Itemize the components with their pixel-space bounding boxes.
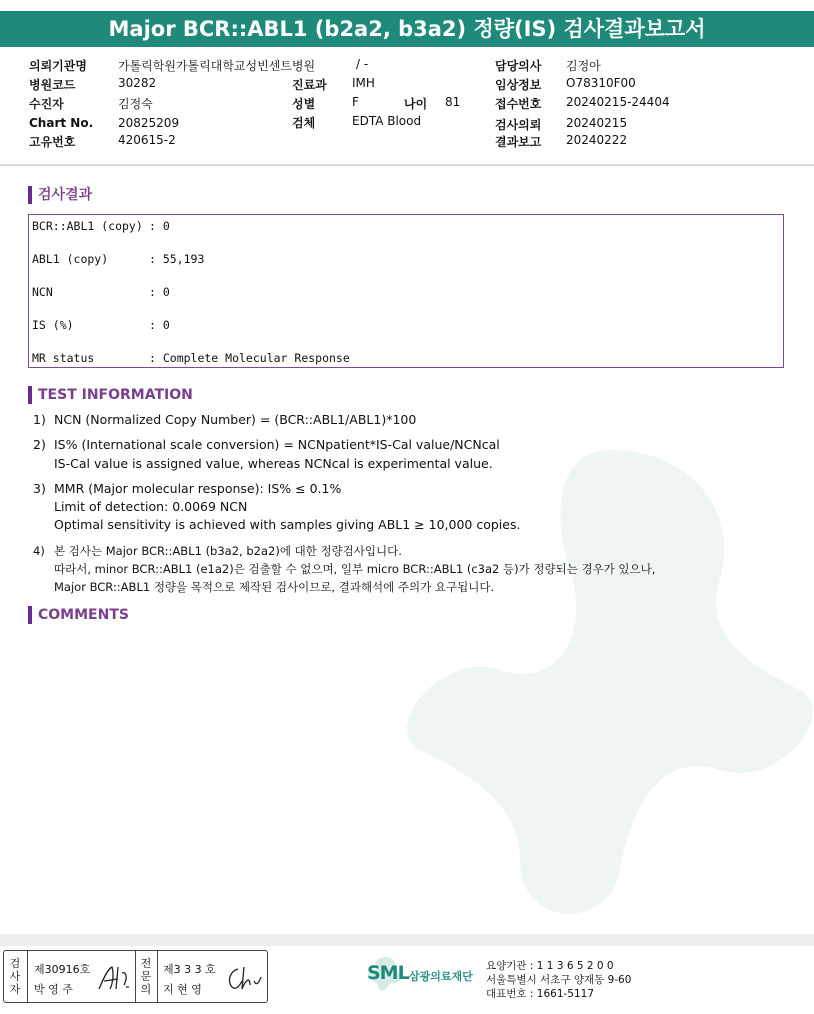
comments-heading: COMMENTS — [28, 606, 129, 624]
result-row-mr-status — [32, 351, 350, 365]
specialist-label — [138, 957, 154, 996]
label-char: 검 — [9, 957, 21, 970]
dept-value: IMH — [352, 76, 375, 90]
item-line: 따라서, minor BCR::ABL1 (e1a2)은 검출할 수 없으며, 일부 micro BCR::ABL1 (c3a2 등)가 정량되는 경우가 있으나, — [54, 562, 656, 576]
phone: 대표번호 : 1661-5117 — [486, 988, 595, 1000]
result-key: IS (%) — [32, 318, 74, 332]
chart-no-label: Chart No. — [29, 116, 94, 130]
request-date-value: 20240215 — [566, 116, 628, 130]
age-value: 81 — [445, 95, 461, 109]
report-date-label: 결과보고 — [495, 135, 542, 149]
result-value: : 0 — [149, 219, 170, 233]
dept-label: 진료과 — [292, 78, 327, 92]
results-heading: 검사결과 — [28, 186, 92, 204]
result-key: ABL1 (copy) — [32, 252, 109, 266]
patient-value: 김정숙 — [118, 97, 153, 111]
clinical-info-value: O78310F00 — [566, 76, 636, 90]
doctor-value: 김정아 — [566, 59, 601, 73]
result-key: BCR::ABL1 (copy) — [32, 219, 143, 233]
item-line: Major BCR::ABL1 정량을 목적으로 제작된 검사이므로, 결과해석에 주의가 요구됩니다. — [54, 580, 495, 594]
org-name: 삼광의료재단 — [409, 970, 473, 983]
result-value: : 0 — [149, 285, 170, 299]
result-row-is — [32, 318, 170, 332]
header-divider — [0, 164, 814, 166]
item-line: MMR (Major molecular response): IS% ≤ 0.1% — [54, 481, 342, 496]
label-char: 사 — [9, 970, 21, 983]
tester-signature-icon — [96, 963, 132, 993]
result-value: : Complete Molecular Response — [149, 351, 350, 365]
specialist-name: 지 현 영 — [163, 983, 202, 996]
item-line: Optimal sensitivity is achieved with samples giving ABL1 ≥ 10,000 copies. — [54, 517, 521, 532]
label-char: 자 — [9, 983, 21, 996]
hospital-code-label: 병원코드 — [29, 78, 76, 92]
address: 서울특별시 서초구 양재동 9-60 — [486, 974, 632, 986]
item-line: IS-Cal value is assigned value, whereas NCNcal is experimental value. — [54, 456, 493, 471]
logo-text: SML — [367, 962, 409, 984]
signature-box — [3, 950, 268, 1003]
item-line: NCN (Normalized Copy Number) = (BCR::ABL1/ABL1)*100 — [54, 412, 417, 427]
ward-value: / - — [356, 57, 369, 71]
result-row-abl1 — [32, 252, 204, 266]
result-value: : 0 — [149, 318, 170, 332]
specimen-label: 검체 — [292, 116, 316, 130]
item-line: Limit of detection: 0.0069 NCN — [54, 499, 248, 514]
clinical-info-label: 임상정보 — [495, 78, 542, 92]
tester-name: 박 영 주 — [34, 983, 73, 996]
test-info-heading: TEST INFORMATION — [28, 386, 193, 404]
receipt-no-label: 접수번호 — [495, 97, 542, 111]
report-date-value: 20240222 — [566, 133, 628, 147]
patient-label: 수진자 — [29, 97, 64, 111]
footer-divider — [0, 934, 814, 946]
specialist-signature-icon — [224, 963, 264, 993]
report-title: Major BCR::ABL1 (b2a2, b3a2) 정량(IS) 검사결과보고서 — [0, 11, 814, 47]
label-char: 문 — [140, 970, 152, 983]
tester-label — [7, 957, 23, 996]
results-box — [28, 214, 784, 368]
divider — [157, 951, 158, 1002]
hospital-value: 가톨릭학원가톨릭대학교성빈센트병원 — [118, 59, 316, 73]
label-char: 전 — [140, 957, 152, 970]
item-number: 2) — [33, 437, 46, 452]
sml-watermark-icon — [400, 430, 814, 950]
result-key: NCN — [32, 285, 53, 299]
result-value: : 55,193 — [149, 252, 205, 266]
receipt-no-value: 20240215-24404 — [566, 95, 670, 109]
hospital-label: 의뢰기관명 — [29, 59, 87, 73]
tester-no: 제30916호 — [34, 963, 91, 976]
request-date-label: 검사의뢰 — [495, 118, 542, 132]
item-number: 1) — [33, 412, 46, 427]
specimen-value: EDTA Blood — [352, 114, 422, 128]
hospital-code-value: 30282 — [118, 76, 157, 90]
age-label: 나이 — [404, 97, 428, 111]
institution-code: 요양기관 : 1 1 3 6 5 2 0 0 — [486, 960, 614, 972]
doctor-label: 담당의사 — [495, 59, 542, 73]
result-key: MR status — [32, 351, 95, 365]
item-number: 3) — [33, 481, 46, 496]
divider — [27, 951, 28, 1002]
item-line: 본 검사는 Major BCR::ABL1 (b3a2, b2a2)에 대한 정량검사입니다. — [54, 544, 402, 558]
specialist-no: 제3 3 3 호 — [163, 963, 216, 976]
chart-no-value: 20825209 — [118, 116, 180, 130]
result-row-ncn — [32, 285, 170, 299]
divider — [135, 951, 136, 1002]
sex-label: 성별 — [292, 97, 316, 111]
label-char: 의 — [140, 983, 152, 996]
unique-no-label: 고유번호 — [29, 135, 76, 149]
sex-value: F — [352, 95, 359, 109]
item-line: IS% (International scale conversion) = NCNpatient*IS-Cal value/NCNcal — [54, 437, 500, 452]
unique-no-value: 420615-2 — [118, 133, 176, 147]
item-number: 4) — [33, 544, 45, 558]
result-row-bcr-abl1 — [32, 219, 170, 233]
